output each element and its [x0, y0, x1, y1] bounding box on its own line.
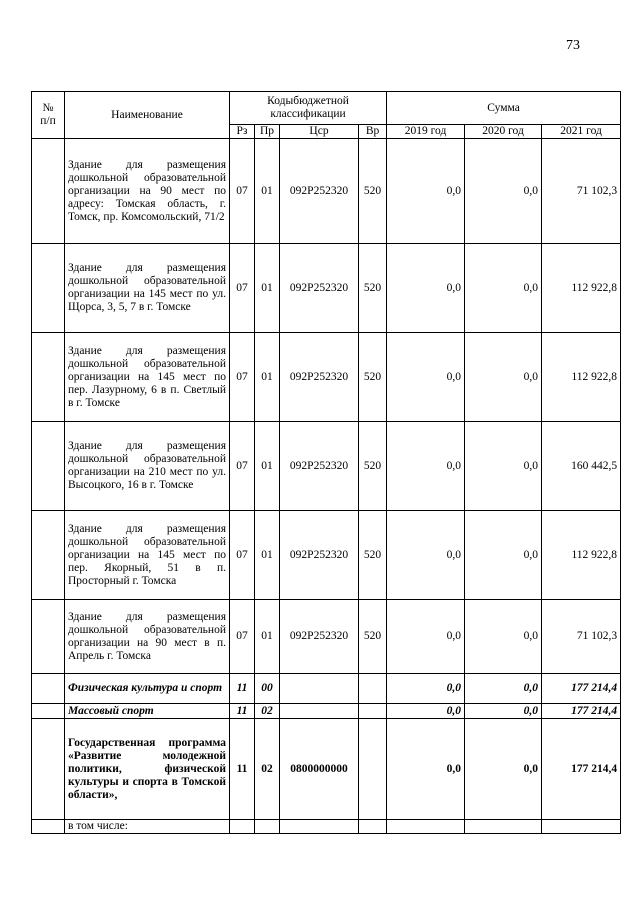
table-row [32, 139, 621, 244]
row-vr: 520 [359, 333, 387, 422]
row-2020: 0,0 [465, 139, 542, 244]
row-rz: 07 [230, 333, 255, 422]
header-2020: 2020 год [465, 125, 542, 139]
section-phys-2021: 177 214,4 [542, 674, 621, 704]
section-mass-pr: 02 [255, 704, 280, 719]
section-phys-name: Физическая культура и спорт [65, 674, 230, 704]
including-label: в том числе: [65, 820, 230, 834]
header-rz: Рз [230, 125, 255, 139]
row-name: Здание для размещения дошкольной образовательной организации на 90 мест по адресу: Томская область, г. Томск, пр. Комсомольский, 71/2 [65, 139, 230, 244]
section-phys-2019: 0,0 [387, 674, 465, 704]
row-csr: 092P252320 [280, 333, 359, 422]
budget-table [31, 91, 621, 834]
page-number: 73 [566, 38, 580, 53]
table-row [32, 244, 621, 333]
row-2020: 0,0 [465, 600, 542, 674]
row-csr: 092P252320 [280, 422, 359, 511]
header-vr: Вр [359, 125, 387, 139]
row-pr: 01 [255, 422, 280, 511]
row-2019: 0,0 [387, 139, 465, 244]
row-pr: 01 [255, 600, 280, 674]
row-2020: 0,0 [465, 511, 542, 600]
section-phys-2020: 0,0 [465, 674, 542, 704]
row-name: Здание для размещения дошкольной образовательной организации на 90 мест в п. Апрель г. Томска [65, 600, 230, 674]
row-csr: 092P252320 [280, 244, 359, 333]
row-2021: 160 442,5 [542, 422, 621, 511]
program-name: Государственная программа «Развитие молодежной политики, физической культуры и спорта в Томской области», [65, 719, 230, 820]
header-2021: 2021 год [542, 125, 621, 139]
row-name: Здание для размещения дошкольной образовательной организации на 145 мест по пер. Якорный, 51 в п. Просторный г. Томска [65, 511, 230, 600]
row-2021: 71 102,3 [542, 600, 621, 674]
table-row [32, 511, 621, 600]
row-pr: 01 [255, 511, 280, 600]
row-name: Здание для размещения дошкольной образовательной организации на 210 мест по ул. Высоцкого, 16 в г. Томске [65, 422, 230, 511]
row-2019: 0,0 [387, 511, 465, 600]
section-mass-rz: 11 [230, 704, 255, 719]
header-csr: Цср [280, 125, 359, 139]
program-2021: 177 214,4 [542, 719, 621, 820]
row-2020: 0,0 [465, 333, 542, 422]
row-2020: 0,0 [465, 244, 542, 333]
program-2020: 0,0 [465, 719, 542, 820]
program-row [32, 719, 621, 820]
row-2019: 0,0 [387, 333, 465, 422]
header-name: Наименование [65, 92, 230, 139]
row-vr: 520 [359, 139, 387, 244]
section-phys-row [32, 674, 621, 704]
header-sum: Сумма [387, 92, 621, 125]
section-mass-2019: 0,0 [387, 704, 465, 719]
header-pr: Пр [255, 125, 280, 139]
row-csr: 092P252320 [280, 600, 359, 674]
row-2021: 112 922,8 [542, 333, 621, 422]
program-rz: 11 [230, 719, 255, 820]
row-2021: 71 102,3 [542, 139, 621, 244]
row-rz: 07 [230, 139, 255, 244]
section-phys-pr: 00 [255, 674, 280, 704]
row-pr: 01 [255, 333, 280, 422]
row-vr: 520 [359, 422, 387, 511]
row-vr: 520 [359, 244, 387, 333]
row-name: Здание для размещения дошкольной образовательной организации на 145 мест по ул. Щорса, 3, 5, 7 в г. Томске [65, 244, 230, 333]
row-rz: 07 [230, 422, 255, 511]
row-2019: 0,0 [387, 600, 465, 674]
header-num: № п/п [32, 92, 65, 139]
header-codes: Кодыбюджетной классификации [230, 92, 387, 125]
section-phys-rz: 11 [230, 674, 255, 704]
including-row [32, 820, 621, 834]
section-mass-row [32, 704, 621, 719]
row-rz: 07 [230, 244, 255, 333]
header-2019: 2019 год [387, 125, 465, 139]
row-pr: 01 [255, 244, 280, 333]
program-csr: 0800000000 [280, 719, 359, 820]
row-vr: 520 [359, 511, 387, 600]
row-2020: 0,0 [465, 422, 542, 511]
section-mass-name: Массовый спорт [65, 704, 230, 719]
row-pr: 01 [255, 139, 280, 244]
row-rz: 07 [230, 511, 255, 600]
row-2021: 112 922,8 [542, 511, 621, 600]
row-name: Здание для размещения дошкольной образовательной организации на 145 мест по пер. Лазурному, 6 в п. Светлый в г. Томске [65, 333, 230, 422]
program-2019: 0,0 [387, 719, 465, 820]
table-row [32, 422, 621, 511]
row-csr: 092P252320 [280, 139, 359, 244]
row-rz: 07 [230, 600, 255, 674]
table-row [32, 333, 621, 422]
row-2021: 112 922,8 [542, 244, 621, 333]
row-csr: 092P252320 [280, 511, 359, 600]
section-mass-2020: 0,0 [465, 704, 542, 719]
section-mass-2021: 177 214,4 [542, 704, 621, 719]
program-pr: 02 [255, 719, 280, 820]
table-row [32, 600, 621, 674]
row-2019: 0,0 [387, 422, 465, 511]
row-vr: 520 [359, 600, 387, 674]
row-2019: 0,0 [387, 244, 465, 333]
